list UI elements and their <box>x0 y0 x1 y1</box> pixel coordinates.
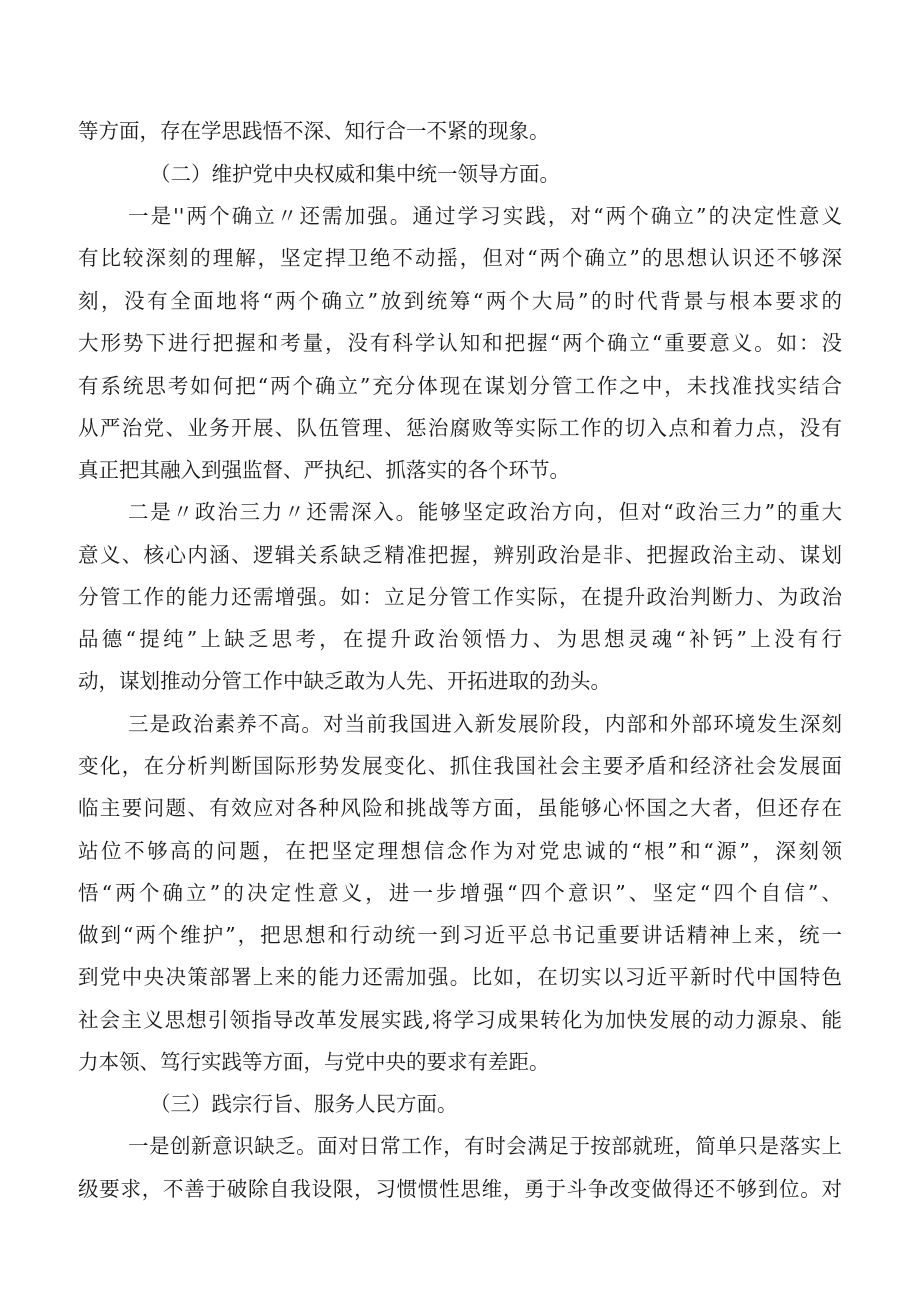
text-line: 大形势下进行把握和考量，没有科学认知和把握“两个确立“重要意义。如：没 <box>78 331 842 355</box>
text-line: 有比较深刻的理解，坚定捍卫绝不动摇，但对“两个确立”的思想认识还不够深 <box>78 246 842 270</box>
text-line: 临主要问题、有效应对各种风险和挑战等方面，虽能够心怀国之大者，但还存在 <box>78 796 842 820</box>
text-line: 级要求，不善于破除自我设限，习惯惯性思维，勇于斗争改变做得还不够到位。对 <box>78 1177 842 1201</box>
text-line: 等方面，存在学思践悟不深、知行合一不紧的现象。 <box>78 119 550 143</box>
text-line: 有系统思考如何把“两个确立”充分体现在谋划分管工作之中，未找准找实结合 <box>78 374 842 398</box>
text-line: 变化，在分析判断国际形势发展变化、抓住我国社会主要矛盾和经济社会发展面 <box>78 754 842 778</box>
text-line: 站位不够高的问题，在把坚定理想信念作为对党忠诚的“根”和“源”，深刻领 <box>78 839 842 863</box>
text-line: 二是〃政治三力〃还需深入。能够坚定政治方向，但对“政治三力”的重大 <box>128 500 842 524</box>
text-line: 动，谋划推动分管工作中缺乏敢为人先、开拓进取的劲头。 <box>78 669 611 693</box>
text-line: 一是''两个确立〃还需加强。通过学习实践，对“两个确立”的决定性意义 <box>128 204 842 228</box>
text-line: 刻，没有全面地将“两个确立”放到统筹“两个大局”的时代背景与根本要求的 <box>78 289 842 313</box>
text-line: 意义、核心内涵、逻辑关系缺乏精准把握，辨别政治是非、把握政治主动、谋划 <box>78 543 842 567</box>
text-line: 悟“两个确立”的决定性意义，进一步增强“四个意识”、坚定“四个自信”、 <box>78 881 842 905</box>
text-line: 分管工作的能力还需增强。如：立足分管工作实际，在提升政治判断力、为政治 <box>78 585 842 609</box>
text-line: 到党中央决策部署上来的能力还需加强。比如，在切实以习近平新时代中国特色 <box>78 965 842 989</box>
text-line: 品德“提纯”上缺乏思考，在提升政治领悟力、为思想灵魂“补钙”上没有行 <box>78 627 842 651</box>
text-line: 力本领、笃行实践等方面，与党中央的要求有差距。 <box>78 1050 550 1074</box>
text-line: 三是政治素养不高。对当前我国进入新发展阶段，内部和外部环境发生深刻 <box>128 712 842 736</box>
section-heading: （三）践宗行旨、服务人民方面。 <box>150 1092 458 1116</box>
text-line: 从严治党、业务开展、队伍管理、惩治腐败等实际工作的切入点和着力点，没有 <box>78 416 842 440</box>
text-line: 做到“两个维护”，把思想和行动统一到习近平总书记重要讲话精神上来，统一 <box>78 923 842 947</box>
text-line: 真正把其融入到强监督、严执纪、抓落实的各个环节。 <box>78 458 570 482</box>
text-line: 社会主义思想引领指导改革发展实践,将学习成果转化为加快发展的动力源泉、能 <box>78 1008 842 1032</box>
section-heading: （二）维护党中央权威和集中统一领导方面。 <box>150 162 560 186</box>
text-line: 一是创新意识缺乏。面对日常工作，有时会满足于按部就班，简单只是落实上 <box>128 1134 842 1158</box>
